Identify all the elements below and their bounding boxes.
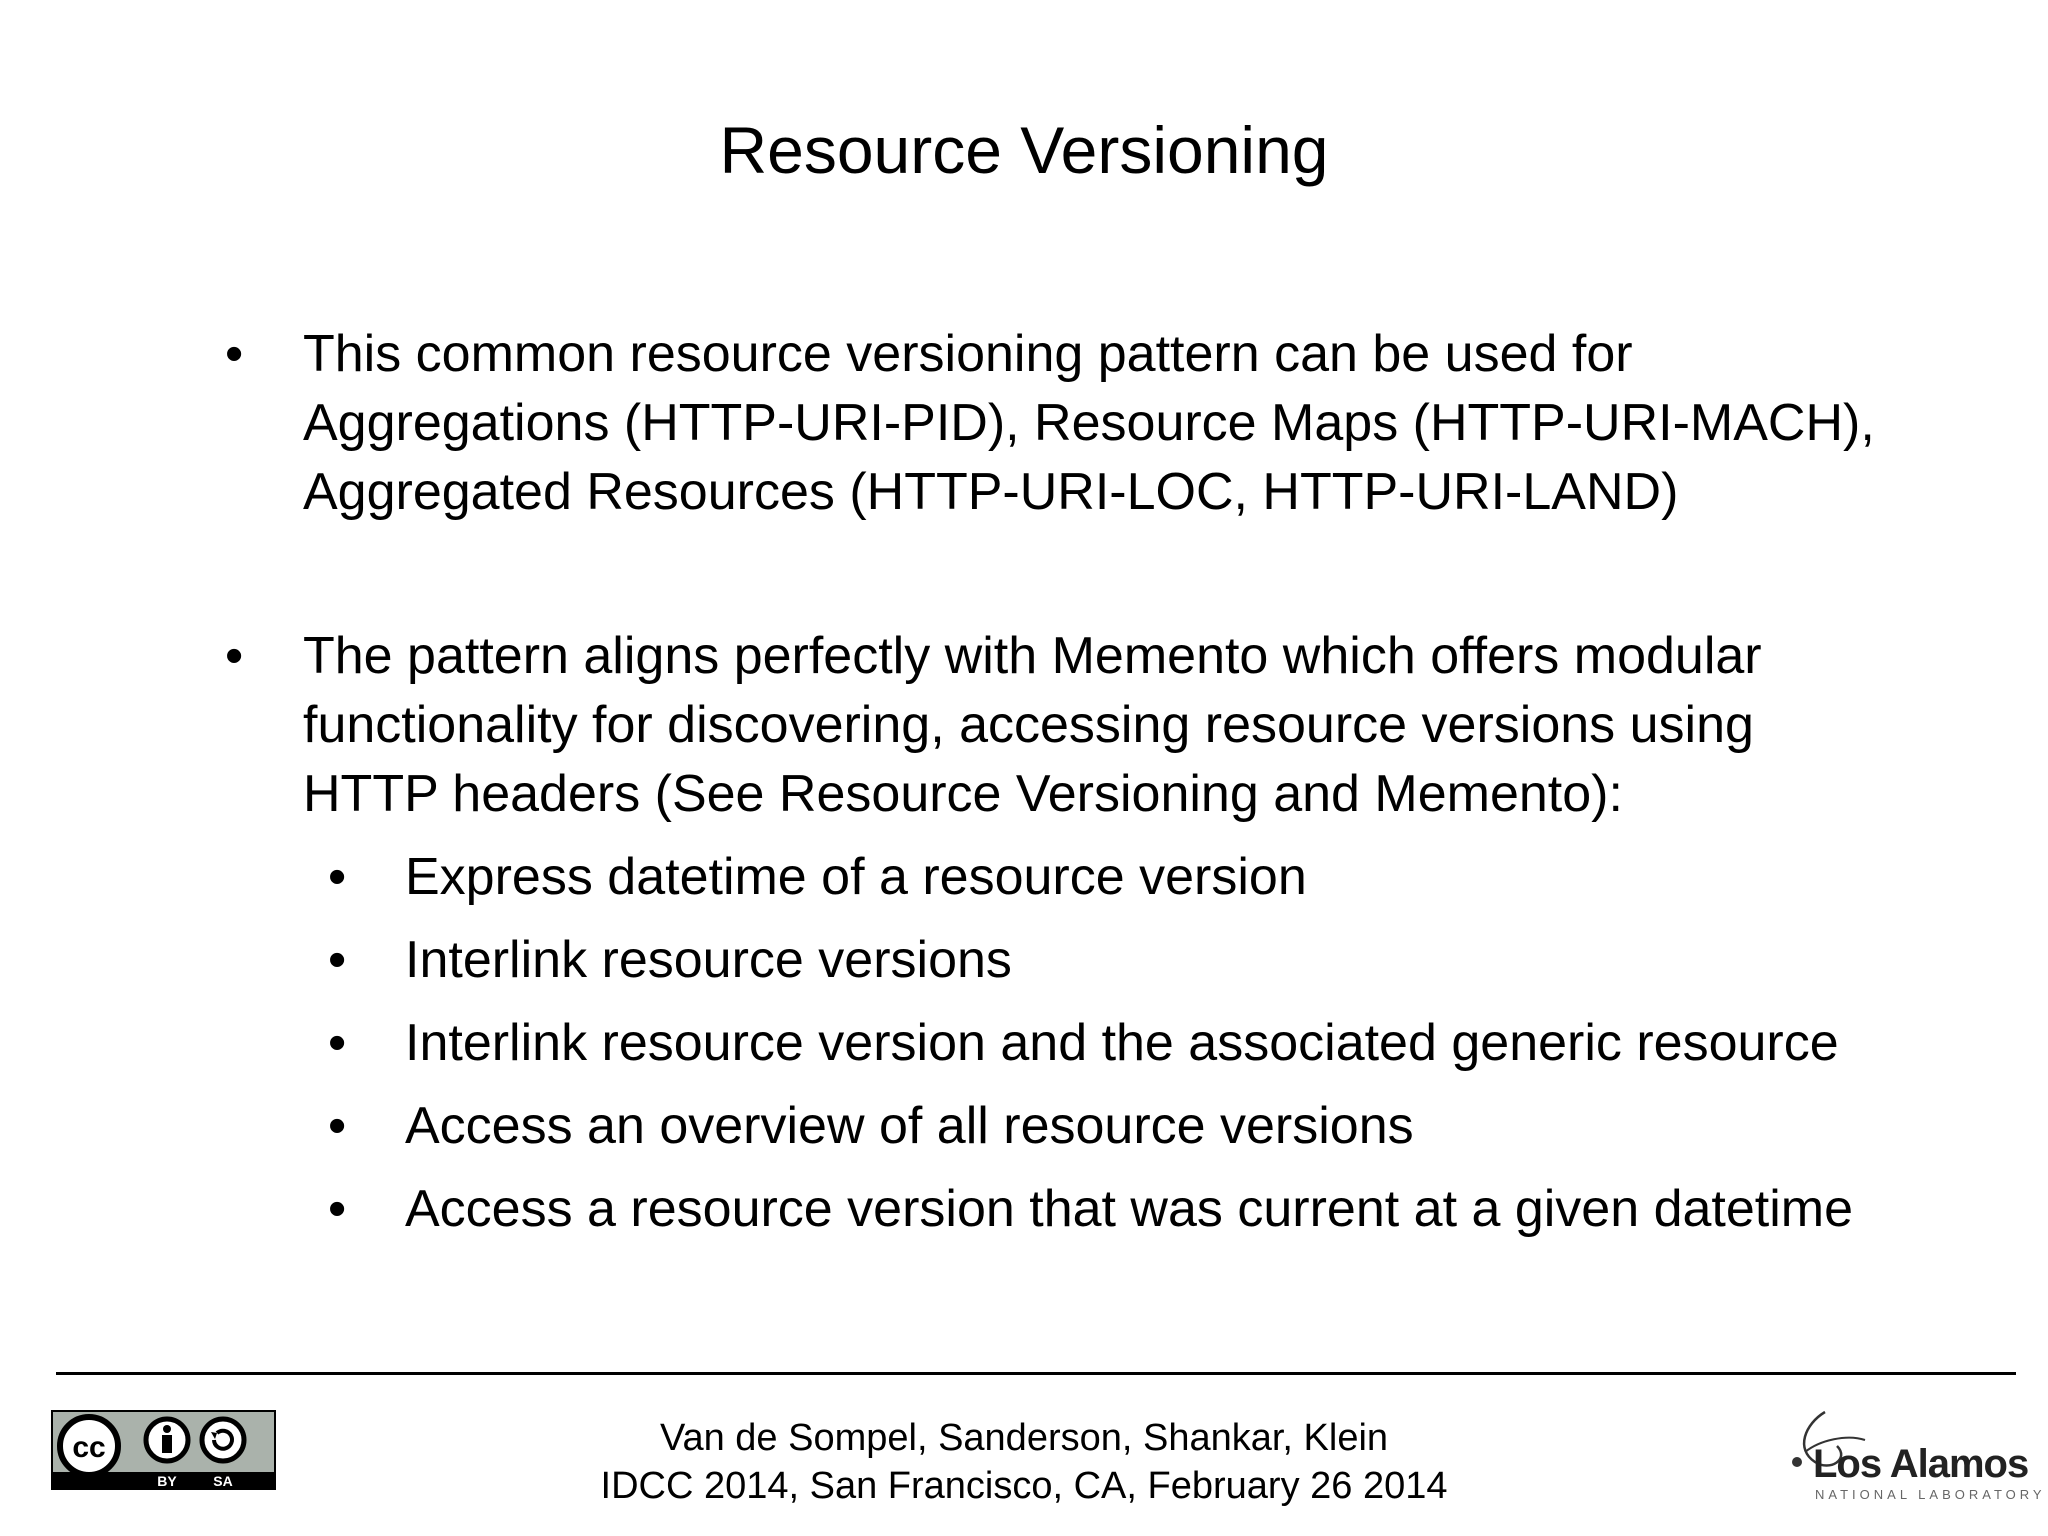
footer-citation	[0, 1414, 2048, 1510]
bullet-line: functionality for discovering, accessing resource versions using	[303, 696, 1754, 754]
footer-divider	[56, 1372, 2016, 1375]
bullet-glyph: •	[328, 931, 347, 989]
footer-event: IDCC 2014, San Francisco, CA, February 26 2014	[600, 1465, 1448, 1507]
bullet-glyph: •	[328, 848, 347, 906]
bullet-line: HTTP headers (See Resource Versioning and Memento):	[303, 765, 1623, 823]
bullet-glyph: •	[225, 627, 244, 685]
cc-by-label: BY	[157, 1473, 177, 1489]
bullet-glyph: •	[225, 325, 244, 383]
footer-authors: Van de Sompel, Sanderson, Shankar, Klein	[659, 1417, 1389, 1459]
sub-bullet-item	[225, 1092, 2025, 1161]
cc-sa-label: SA	[213, 1473, 233, 1489]
sub-bullet-text: Express datetime of a resource version	[405, 848, 1307, 906]
bullet-item	[225, 320, 2025, 527]
bullet-item	[225, 622, 2025, 1244]
sub-bullet-item	[225, 926, 2025, 995]
bullet-glyph: •	[328, 1014, 347, 1072]
sub-bullet-text: Access a resource version that was current at a given datetime	[405, 1180, 1854, 1238]
bullet-line: Aggregated Resources (HTTP-URI-LOC, HTTP-URI-LAND)	[303, 463, 1679, 521]
sub-bullet-text: Interlink resource version and the associated generic resource	[405, 1014, 1839, 1072]
bullet-glyph: •	[328, 1097, 347, 1155]
logo-name: Los Alamos	[1813, 1442, 2029, 1486]
sub-bullet-item	[225, 1009, 2025, 1078]
sub-bullet-list	[303, 843, 2025, 1244]
bullet-line: Aggregations (HTTP-URI-PID), Resource Maps (HTTP-URI-MACH),	[303, 394, 1875, 452]
logo-subtitle: NATIONAL LABORATORY	[1815, 1487, 2046, 1502]
cc-letters: cc	[72, 1431, 106, 1464]
sub-bullet-text: Interlink resource versions	[405, 931, 1012, 989]
sub-bullet-item	[225, 843, 2025, 912]
bullet-glyph: •	[328, 1180, 347, 1238]
los-alamos-logo	[1775, 1404, 2046, 1504]
bullet-line: The pattern aligns perfectly with Memento which offers modular	[303, 627, 1762, 685]
sub-bullet-text: Access an overview of all resource versions	[405, 1097, 1414, 1155]
sub-bullet-item	[225, 1175, 2025, 1244]
bullet-line: This common resource versioning pattern can be used for	[303, 325, 1633, 383]
bullet-list	[225, 320, 2025, 1258]
slide-title: Resource Versioning	[719, 113, 1329, 187]
